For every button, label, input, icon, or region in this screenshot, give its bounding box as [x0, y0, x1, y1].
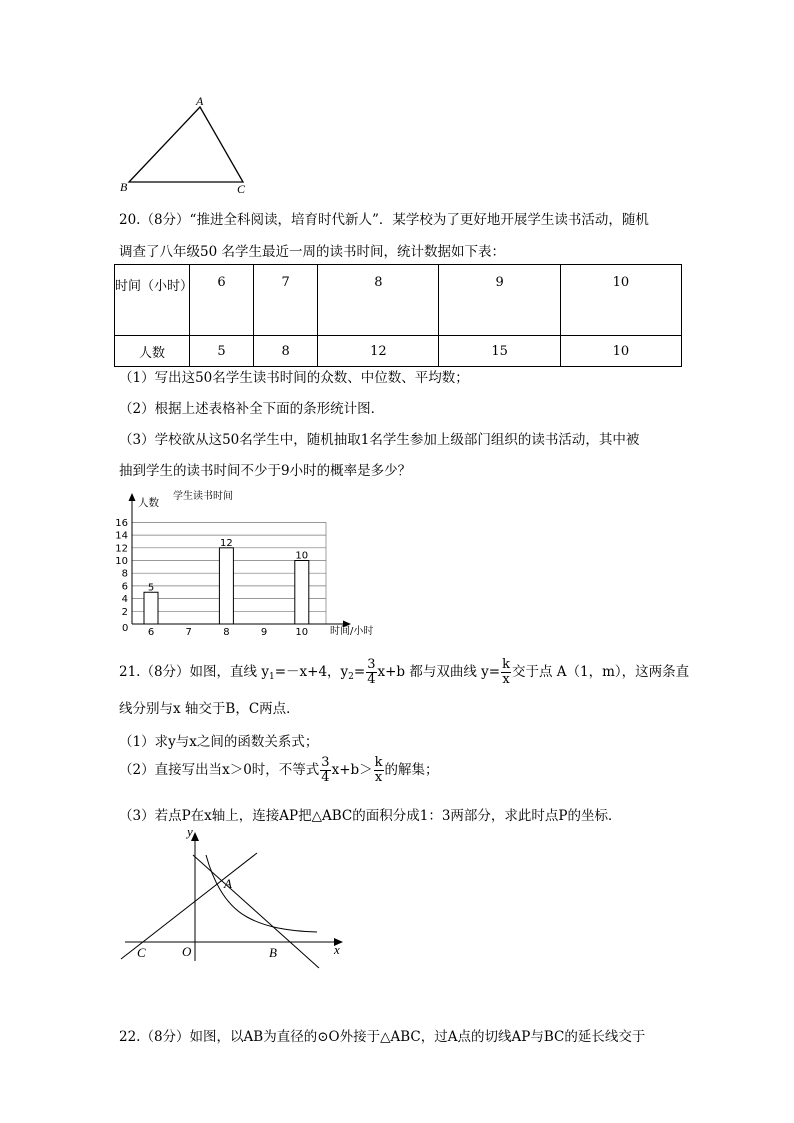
q21-line1: [119, 658, 689, 687]
bar: [295, 561, 309, 625]
table-cell: 12: [318, 336, 439, 367]
hyperbola-curve: [206, 855, 317, 932]
data-label: 10: [295, 550, 309, 562]
q20-part3-line1: （3）学校欲从这50名学生中，随机抽取1名学生参加上级部门组织的读书活动，其中被: [119, 432, 640, 448]
table-cell: 15: [439, 336, 560, 367]
subscript-2: 2: [348, 672, 354, 682]
y-tick-label: 16: [115, 517, 128, 529]
fraction-numerator: k: [502, 657, 510, 672]
table-header-time: 时间（小时）: [115, 265, 190, 336]
x-tick-label: 7: [185, 627, 192, 638]
y-axis-arrow: [129, 493, 136, 501]
point-label-a: A: [224, 876, 232, 891]
q20-part1: （1）写出这50名学生读书时间的众数、中位数、平均数；: [119, 370, 469, 386]
fraction-numerator: 3: [367, 657, 376, 672]
q20-part3-line2: 抽到学生的读书时间不少于9小时的概率是多少？: [119, 463, 412, 479]
label-a: A: [196, 94, 204, 108]
subscript-1: 1: [268, 672, 275, 682]
axis-label-x: x: [334, 942, 340, 957]
x-axis-label: 时间/小时: [330, 626, 374, 637]
q22-line1: 22.（8分）如图，以AB为直径的⊙O外接于△ABC，过A点的切线AP与BC的延长线交于: [119, 1029, 646, 1045]
x-tick-label: 6: [147, 627, 155, 638]
label-b: B: [120, 180, 128, 194]
triangle-figure: [110, 90, 260, 200]
q20-intro-line1: 20.（8分）“推进全科阅读，培育时代新人”．某学校为了更好地开展学生读书活动，随机: [119, 212, 649, 228]
data-label: 12: [220, 537, 233, 549]
q21-p2-a: （2）直接写出当x＞0时，不等式: [119, 762, 320, 778]
point-label-o: O: [182, 944, 192, 959]
data-label: 5: [147, 582, 155, 594]
y-tick-label: 12: [115, 543, 128, 555]
table-header-count: 人数: [115, 336, 190, 367]
fraction-denominator: x: [502, 672, 510, 687]
table-cell: 5: [190, 336, 254, 367]
y-tick-label: 4: [121, 594, 128, 606]
q21-l1-e: 交于点 A（1，m），这两条直: [511, 664, 690, 680]
x-tick-label: 10: [295, 627, 309, 638]
q20-intro-line2: 调查了八年级50 名学生最近一周的读书时间，统计数据如下表：: [119, 244, 505, 260]
x-tick-label: 9: [260, 627, 268, 638]
y-tick-label: 6: [121, 581, 128, 593]
table-row: [115, 336, 682, 367]
q21-part1: （1）求y与x之间的函数关系式；: [119, 734, 319, 750]
y-axis-label: 人数: [138, 497, 159, 509]
fraction-numerator: k: [374, 755, 383, 770]
y-tick-label: 2: [121, 606, 128, 618]
q21-p2-c: 的解集；: [384, 762, 439, 778]
point-label-b: B: [269, 945, 277, 960]
point-label-c: C: [137, 945, 146, 960]
fraction-denominator: 4: [367, 672, 376, 687]
table-cell: 10: [560, 336, 681, 367]
function-graph: [115, 826, 355, 971]
bar: [144, 592, 158, 624]
table-cell: 6: [190, 265, 254, 336]
fraction-denominator: x: [374, 770, 383, 785]
axis-label-y: y: [187, 826, 193, 839]
table-row: [115, 265, 682, 336]
y-tick-label: 14: [115, 530, 128, 542]
q21-l1-b: =－x+4，y: [274, 664, 349, 680]
q21-part3: （3）若点P在x轴上，连接AP把△ABC的面积分成1：3两部分，求此时点P的坐标．: [119, 808, 622, 824]
table-cell: 7: [254, 265, 318, 336]
table-cell: 8: [254, 336, 318, 367]
q21-p2-b: x+b＞: [331, 762, 373, 778]
q21-l1-a: 21.（8分）如图，直线 y: [119, 664, 269, 680]
q21-l1-c: =: [353, 664, 366, 680]
x-tick-label: 8: [223, 627, 230, 638]
bar: [219, 548, 233, 624]
fraction-denominator: 4: [321, 770, 330, 785]
y-tick-label: 8: [121, 568, 128, 580]
triangle-abc: [129, 107, 243, 182]
fraction-k-x: [374, 756, 384, 785]
fraction-3-4: [320, 756, 330, 785]
reading-time-table: [114, 264, 682, 367]
y-tick-label: 10: [115, 556, 128, 567]
chart-title: 学生读书时间: [173, 491, 233, 502]
table-cell: 8: [318, 265, 439, 336]
label-c: C: [237, 182, 246, 196]
origin-label: 0: [122, 623, 129, 634]
fraction-k-x: [501, 658, 511, 687]
q21-l1-d: x+b 都与双曲线 y=: [377, 664, 501, 680]
q21-part2: [119, 756, 439, 785]
q21-line2: 线分别与x 轴交于B，C两点．: [119, 701, 300, 717]
table-cell: 10: [560, 265, 681, 336]
bar-chart: [110, 488, 400, 640]
table-cell: 9: [439, 265, 560, 336]
q20-part2: （2）根据上述表格补全下面的条形统计图．: [119, 401, 385, 417]
fraction-3-4: [366, 658, 376, 687]
fraction-numerator: 3: [321, 755, 330, 770]
